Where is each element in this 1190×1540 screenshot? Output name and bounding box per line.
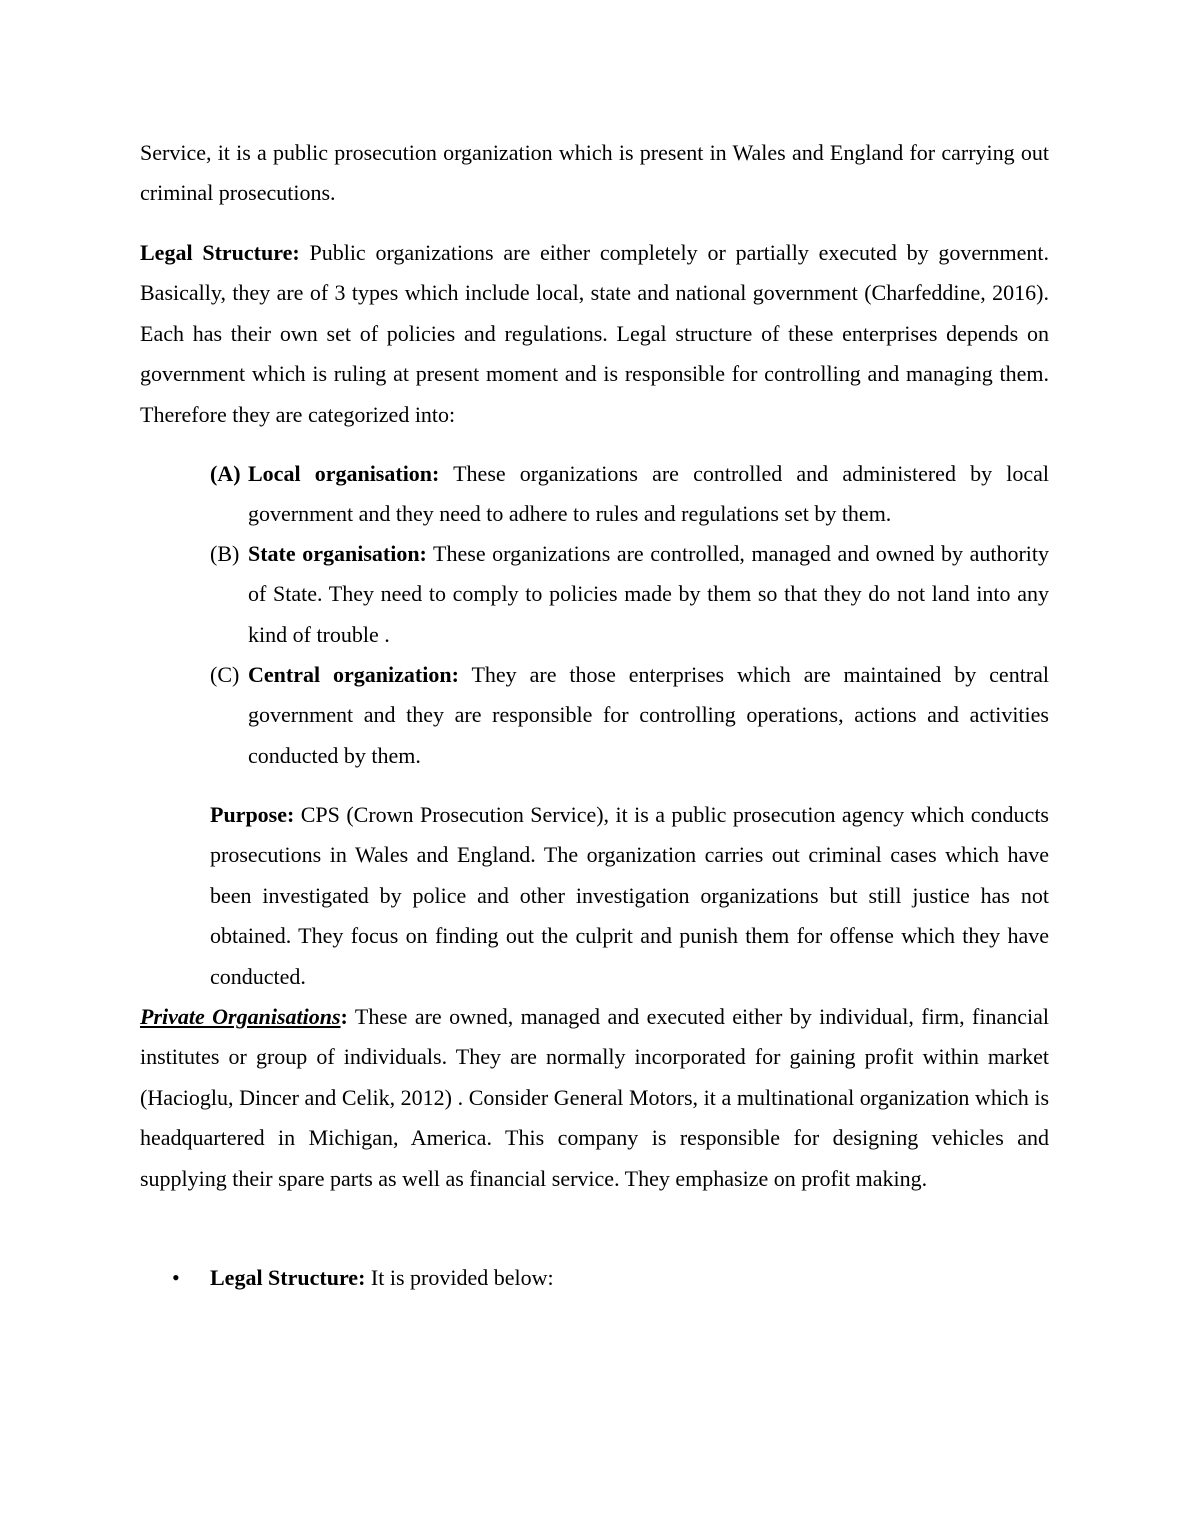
- list-body-local: [248, 454, 1049, 535]
- private-organisations-label: Private Organisations: [140, 1004, 341, 1029]
- legal-structure-paragraph: [140, 233, 1049, 435]
- list-body-central: [248, 655, 1049, 776]
- central-organization-text: They are those enterprises which are maintained by central government and they are responsible for controlling operations, actions and activities conducted by them.: [248, 662, 1050, 768]
- purpose-text: CPS (Crown Prosecution Service), it is a public prosecution agency which conducts prosecutions in Wales and England. The organization carries out criminal cases which have been investigated by police and other investigation organizations but still justice has not obtained. They focus on finding out the culprit and punish them for offense which they have conducted.: [210, 802, 1049, 989]
- state-organisation-label: State organisation:: [248, 541, 427, 566]
- list-marker-b: (B): [210, 541, 240, 566]
- local-organisation-text: These organizations are controlled and administered by local government and they need to adhere to rules and regulations set by them.: [248, 461, 1049, 527]
- bullet-legal-structure-text: It is provided below:: [365, 1265, 554, 1290]
- central-organization-label: Central organization:: [248, 662, 459, 687]
- local-organisation-label: Local organisation:: [248, 461, 440, 486]
- list-item-state: [210, 534, 1049, 655]
- legal-structure-label: Legal Structure:: [140, 240, 300, 265]
- state-organisation-text: These organizations are controlled, managed and owned by authority of State. They need to comply to policies made by them so that they do not land into any kind of trouble .: [248, 541, 1049, 647]
- list-marker-c: (C): [210, 662, 240, 687]
- legal-structure-text: Public organizations are either completely or partially executed by government. Basically, they are of 3 types which include local, state and national government (Charfeddine, 2016). Each has their own set of policies and regulations. Legal structure of these enterprises depends on government which is ruling at present moment and is responsible for controlling and managing them. Therefore they are categorized into:: [140, 240, 1049, 427]
- purpose-label: Purpose:: [210, 802, 295, 827]
- bullet-legal-structure-label: Legal Structure:: [210, 1265, 366, 1290]
- purpose-paragraph: [210, 795, 1049, 997]
- intro-paragraph: [140, 133, 1049, 214]
- bullet-icon: •: [172, 1265, 180, 1290]
- private-organisations-text: These are owned, managed and executed either by individual, firm, financial institutes or group of individuals. They are normally incorporated for gaining profit within market (Hacioglu, Dincer and Celik, 2012) . Consider General Motors, it a multinational organization which is headquartered in Michigan, America. This company is responsible for designing vehicles and supplying their spare parts as well as financial service. They emphasize on profit making.: [140, 1004, 1049, 1191]
- list-item-central: [210, 655, 1049, 776]
- list-marker-a: (A): [210, 461, 241, 486]
- private-organisations-colon: :: [340, 1004, 348, 1029]
- private-organisations-paragraph: [140, 997, 1049, 1199]
- list-item-local: [210, 454, 1049, 535]
- intro-text: Service, it is a public prosecution organization which is present in Wales and England for carrying out criminal prosecutions.: [140, 140, 1049, 206]
- list-body-state: [248, 534, 1049, 655]
- bullet-item-legal-structure: [210, 1258, 554, 1298]
